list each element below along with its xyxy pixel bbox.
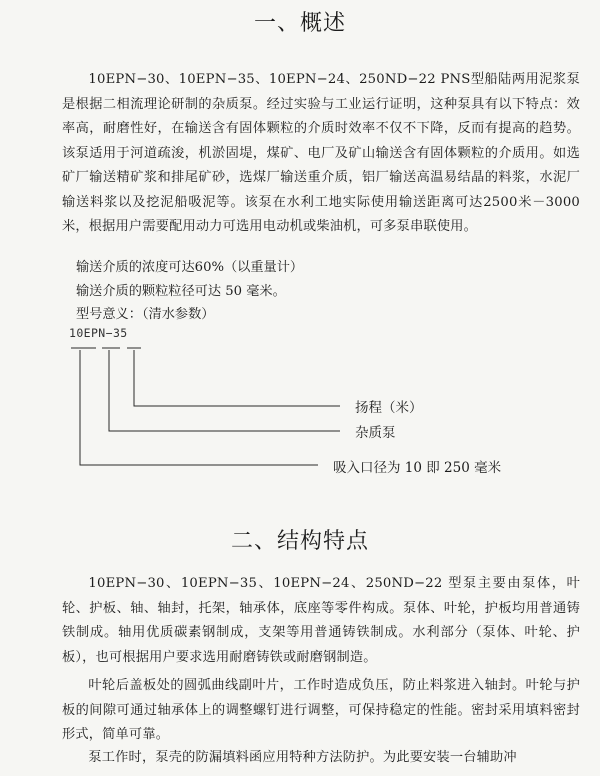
concentration-line: 输送介质的浓度可达60%（以重量计） bbox=[76, 260, 304, 275]
leader-head bbox=[134, 350, 340, 406]
structure-paragraph-2: 叶轮后盖板处的圆弧曲线副叶片，工作时造成负压，防止料浆进入轴封。叶轮与护板的间隙可通过轴承体上的调整螺钉进行调整，可保持稳定的性能。密封采用填料密封形式，简单可靠。 bbox=[62, 678, 580, 742]
label-inlet: 吸入口径为 10 即 250 毫米 bbox=[333, 460, 502, 476]
model-meaning-line: 型号意义：（清水参数） bbox=[76, 307, 215, 322]
structure-paragraph-3: 泵工作时，泵壳的防漏填料函应用特种方法防护。为此要安装一台辅助冲 bbox=[88, 750, 517, 765]
leader-type bbox=[109, 350, 340, 431]
particle-size-line: 输送介质的颗粒粒径可达 50 毫米。 bbox=[76, 284, 286, 299]
structure-paragraph-1: 10EPN−30、10EPN−35、10EPN−24、250ND−22 型泵主要由泵体，叶轮、护板、轴、轴封，托架，轴承体，底座等零件构成。泵体、叶轮，护板均用普通铸铁制成。轴用优质碳素钢制成，支架等用普通铸铁制成。水利部分（泵体、叶轮、护板），也可根据用户要求选用耐磨铸铁或耐磨钢制造。 bbox=[62, 576, 580, 665]
label-head: 扬程（米） bbox=[355, 400, 423, 416]
overview-paragraph: 10EPN−30、10EPN−35、10EPN−24、250ND−22 PNS型船陆两用泥浆泵是根据二相流理论研制的杂质泵。经过实验与工业运行证明，这种泵具有以下特点：效率高，耐磨性好，在输送含有固体颗粒的介质时效率不仅不下降，反而有提高的趋势。该泵适用于河道疏浚，机淤固堤，煤矿、电厂及矿山输送含有固体颗粒的介质用。如选矿厂输送精矿浆和排尾矿砂，选煤厂输送重介质，铝厂输送高温易结晶的料浆，水泥厂输送料浆以及挖泥船吸泥等。该泵在水利工地实际使用输送距离可达2500米－3000米，根据用户需要配用动力可选用电动机或柴油机，可多泵串联使用。 bbox=[62, 72, 580, 234]
section-2-title: 二、结构特点 bbox=[230, 529, 369, 554]
label-type: 杂质泵 bbox=[355, 425, 396, 441]
section-1-title: 一、概述 bbox=[253, 11, 346, 36]
model-code: 10EPN−35 bbox=[69, 326, 128, 340]
leader-inlet bbox=[80, 350, 318, 465]
